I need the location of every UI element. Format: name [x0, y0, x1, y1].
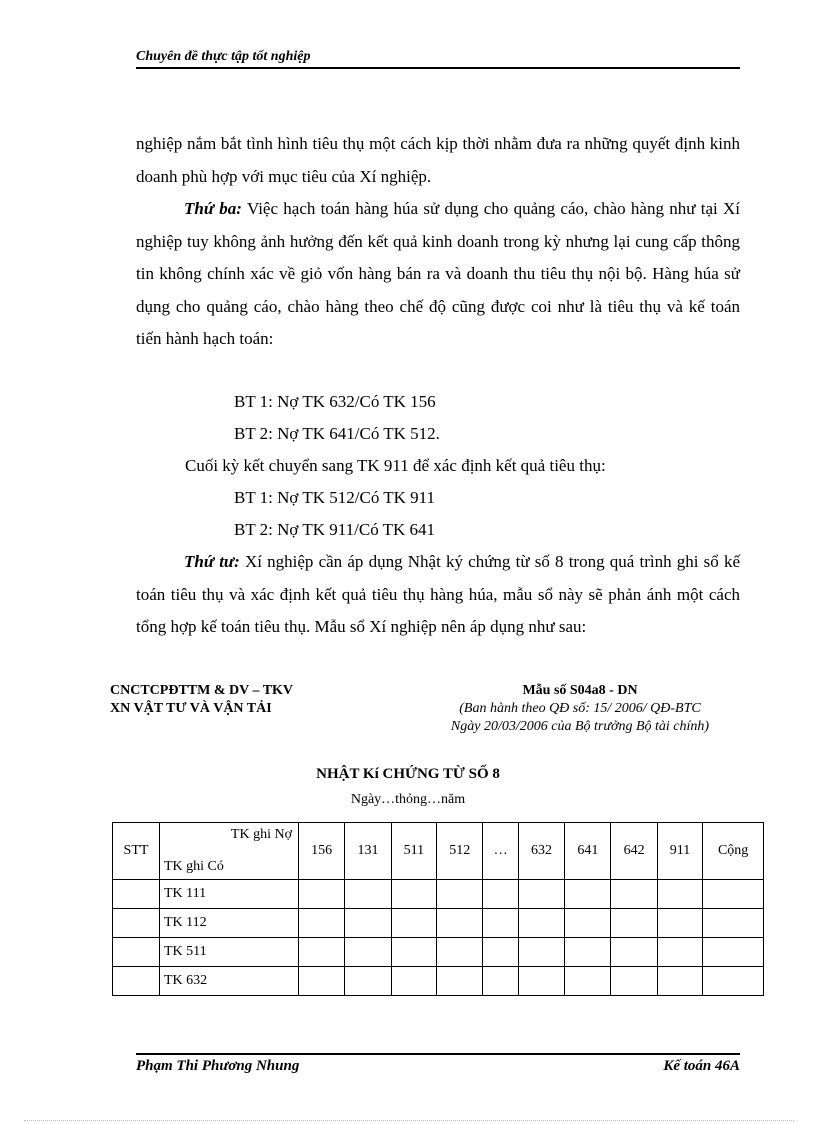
header-rule — [136, 67, 740, 69]
diagonal-header — [160, 823, 299, 880]
column-header: 641 — [565, 823, 611, 880]
footer-rule — [136, 1053, 740, 1055]
body-section-1 — [136, 128, 740, 356]
column-header: Cộng — [703, 823, 764, 880]
footer-author: Phạm Thi Phương Nhung — [136, 1058, 300, 1074]
entry-bt2-a: BT 2: Nợ TK 641/Có TK 512. — [234, 424, 440, 443]
column-header: 512 — [437, 823, 483, 880]
column-header: 511 — [391, 823, 437, 880]
org-line-2: XN VẬT TƯ VÀ VẬN TẢI — [110, 701, 272, 716]
row-label: TK 111 — [160, 880, 299, 909]
column-header: 911 — [657, 823, 703, 880]
column-header: 131 — [345, 823, 391, 880]
header-title: Chuyên đề thực tập tốt nghiệp — [136, 49, 311, 64]
diag-top-label: TK ghi Nợ — [230, 827, 292, 842]
paragraph-2-label: Thứ ba: — [184, 199, 242, 218]
form-code: Mẫu số S04a8 - DN — [522, 683, 638, 698]
column-header: … — [483, 823, 518, 880]
entry-bt2-b: BT 2: Nợ TK 911/Có TK 641 — [234, 520, 436, 539]
column-header: 156 — [299, 823, 345, 880]
organization-block — [110, 682, 293, 718]
paragraph-1: nghiệp nắm bắt tình hình tiêu thụ một cách kịp thời nhằm đưa ra những quyết định kinh doanh phù hợp với mục tiêu của Xí nghiệp. — [136, 134, 740, 186]
org-line-1: CNCTCPĐTTM & DV – TKV — [110, 683, 294, 698]
paragraph-3-label: Thứ tư: — [184, 552, 240, 571]
table-row — [113, 909, 764, 938]
body-section-2 — [136, 546, 740, 644]
paragraph-3 — [136, 546, 740, 644]
journal-table — [112, 822, 764, 996]
closing-line: Cuối kỳ kết chuyển sang TK 911 để xác định kết quả tiêu thụ: — [185, 456, 606, 475]
paragraph-2-text: Việc hạch toán hàng húa sử dụng cho quảng cáo, chào hàng như tại Xí nghiệp tuy không ảnh hưởng đến kết quả kinh doanh trong kỳ nhưng lại cung cấp thông tin không chính xác về giỏ vốn hàng bán ra và doanh thu tiêu thụ nội bộ. Hàng húa sử dụng cho quảng cáo, chào hàng theo chế độ cũng được coi như là tiêu thụ và kế toán tiến hành hạch toán: — [136, 199, 740, 348]
form-issued-2: Ngày 20/03/2006 của Bộ trưởng Bộ tài chính) — [450, 719, 710, 734]
table-subtitle: Ngày…thỏng…năm — [350, 792, 466, 807]
diag-bottom-label: TK ghi Có — [164, 859, 224, 874]
table-row — [113, 938, 764, 967]
form-issued-1: (Ban hành theo QĐ số: 15/ 2006/ QĐ-BTC — [459, 701, 701, 716]
table-row — [113, 880, 764, 909]
column-header: 642 — [611, 823, 657, 880]
row-label: TK 632 — [160, 967, 299, 996]
paragraph-2 — [136, 193, 740, 356]
row-label: TK 511 — [160, 938, 299, 967]
entry-bt1-a: BT 1: Nợ TK 632/Có TK 156 — [234, 392, 436, 411]
stt-header: STT — [113, 823, 160, 880]
table-header-row — [113, 823, 764, 880]
table-row — [113, 967, 764, 996]
paragraph-3-text: Xí nghiệp cần áp dụng Nhật ký chứng từ số 8 trong quá trình ghi sổ kế toán tiêu thụ và xác định kết quả tiêu thụ hàng húa, mẫu sổ này sẽ phản ánh một cách tổng hợp kế toán tiêu thụ. Mẫu sổ Xí nghiệp nên áp dụng như sau: — [136, 552, 741, 636]
page-edge-divider — [24, 1120, 794, 1121]
table-title: NHẬT Kí CHỨNG TỪ SỐ 8 — [316, 766, 500, 782]
footer-class: Kế toán 46A — [663, 1058, 740, 1074]
row-label: TK 112 — [160, 909, 299, 938]
entry-bt1-b: BT 1: Nợ TK 512/Có TK 911 — [234, 488, 436, 507]
column-header: 632 — [518, 823, 564, 880]
form-info-block — [420, 682, 740, 736]
